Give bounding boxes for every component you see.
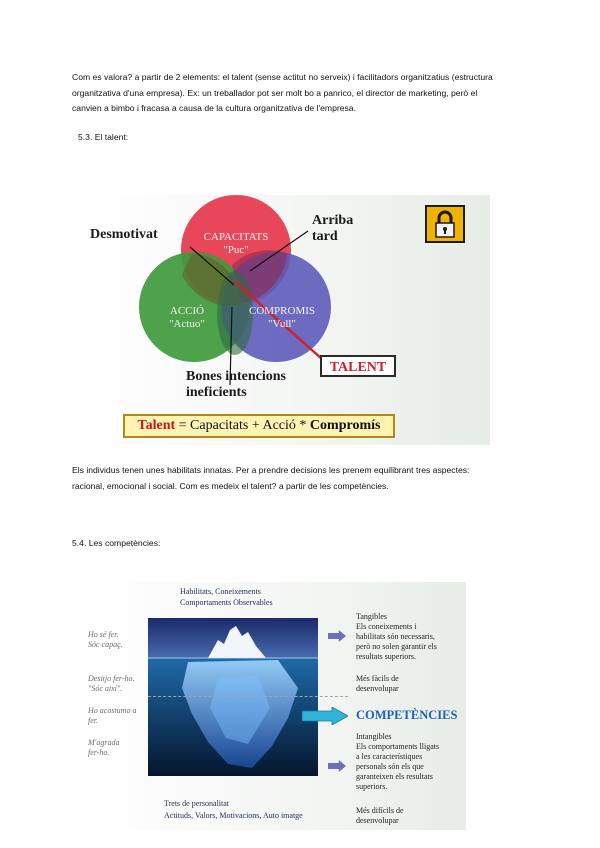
talent-figure — [82, 195, 490, 445]
tangibles-text: Tangibles Els coneixements i habilitats són necessaris, però no solen garantir els resultats superiors. — [356, 612, 437, 661]
formula-middle: = Capacitats + Acció * — [175, 418, 310, 433]
padlock-icon — [425, 205, 465, 243]
talent-box: TALENT — [320, 355, 396, 377]
formula-compromis: Compromís — [309, 418, 381, 433]
section-heading-talent: 5.3. El talent: — [78, 132, 129, 142]
competencies-figure — [88, 582, 466, 830]
circle-label-compromis: COMPROMIS "Vull" — [248, 305, 316, 330]
left-note: Ho sé fer. Sóc capaç. — [88, 630, 123, 649]
cyan-arrow-icon — [302, 707, 348, 725]
label-bones-intencions: Bones intencions ineficients — [186, 369, 286, 400]
intro-line: Com es valora? a partir de 2 elements: el talent (sense actitut no serveix) i facilitadors organitzatius (estructura — [72, 72, 493, 82]
harder-text: Més difícils de desenvolupar — [356, 806, 404, 825]
left-note: Desitjo fer-ho. "Sóc així". — [88, 674, 135, 693]
intangibles-text: Intangibles Els comportaments lligats a les característiques personals són els que garanteixen els resultats superiors. — [356, 732, 440, 791]
top-label: Habilitats, Coneixements Comportaments Observables — [180, 587, 273, 607]
section-heading-competencies: 5.4. Les competències: — [72, 538, 161, 548]
intro-line: organitzativa d'una empresa). Ex: un treballador pot ser molt bo a panrico, el director de marketing, però el — [72, 87, 478, 98]
bottom-label: Trets de personalitat Actituds, Valors, Motivacions, Auto imatge — [164, 799, 303, 820]
easier-text: Més fàcils de desenvolupar — [356, 674, 399, 693]
talent-paragraph — [72, 463, 532, 494]
talent-formula — [123, 414, 395, 438]
circle-label-capacitats: CAPACITATS "Puc" — [203, 231, 269, 256]
intro-line: canvien a bimbo i fracasa a causa de la cultura organitzativa de l'empresa. — [72, 103, 356, 113]
intro-paragraph — [72, 70, 532, 117]
label-arriba-tard: Arriba tard — [312, 213, 354, 244]
left-note: M'agrada fer-ho. — [88, 738, 120, 757]
iceberg-image — [148, 618, 318, 776]
left-note: Ho acostumo a fer. — [88, 706, 137, 725]
label-desmotivat: Desmotivat — [90, 227, 158, 242]
formula-talent: Talent — [137, 418, 176, 433]
separator-line — [148, 696, 348, 697]
talent-line: racional, emocional i social. Com es medeix el talent? a partir de les competències. — [72, 480, 389, 491]
circle-label-accio: ACCIÓ "Actuo" — [169, 305, 205, 330]
talent-line: Els individus tenen unes habilitats innatas. Per a prendre decisions les prenem equilibrant tres aspectes: — [72, 465, 470, 475]
competencies-label: COMPETÈNCIES — [356, 708, 458, 722]
